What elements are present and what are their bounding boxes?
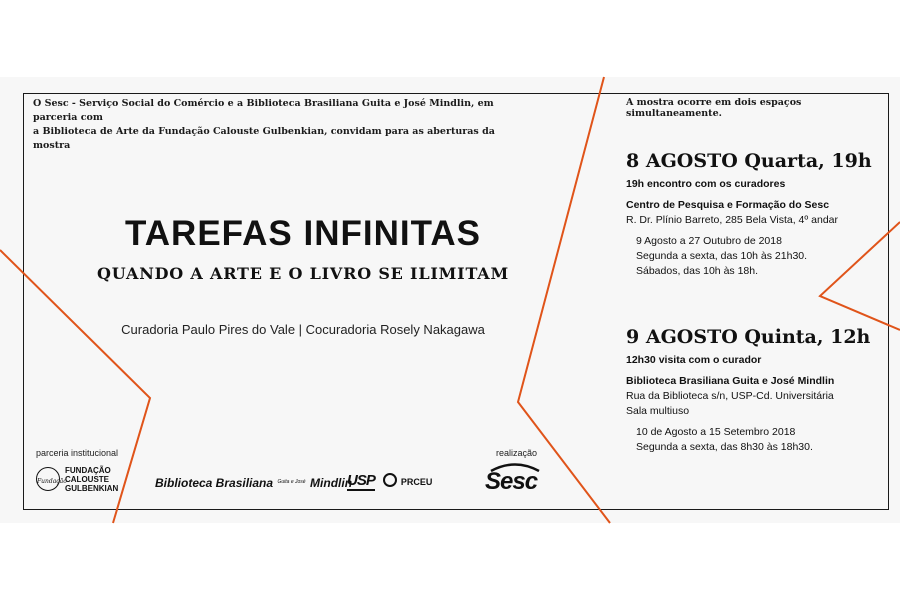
intro-line-2: a Biblioteca de Arte da Fundação Calouste Gulbenkian, convidam para as aberturas da mostra [33, 126, 495, 151]
usp-prceu-logos [347, 472, 432, 490]
event-2-date: 9 AGOSTO Quinta, 12h [626, 326, 871, 348]
event-2-period-line-2: Segunda a sexta, das 8h30 às 18h30. [636, 441, 813, 453]
prceu-logo: PRCEU [400, 477, 433, 487]
realization-label: realização [496, 448, 538, 458]
event-2-place: Biblioteca Brasiliana Guita e José Mindlin [626, 375, 835, 387]
event-1-period-line-3: Sábados, das 10h às 18h. [636, 265, 759, 277]
gulbenkian-line-2: CALOUSTE [65, 475, 109, 484]
event-1-address: R. Dr. Plínio Barreto, 285 Bela Vista, 4º andar [626, 214, 839, 226]
event-2-address-line-1: Rua da Biblioteca s/n, USP-Cd. Universitária [626, 390, 834, 402]
exhibition-title: TAREFAS INFINITAS [125, 214, 481, 253]
event-2 [626, 326, 888, 455]
intro-text [33, 97, 503, 153]
event-2-period-line-1: 10 de Agosto a 15 Setembro 2018 [636, 426, 796, 438]
partners-label: parceria institucional [36, 448, 119, 458]
gulbenkian-line-3: GULBENKIAN [65, 484, 119, 493]
brasiliana-end: Mindlin [310, 476, 353, 490]
gulbenkian-line-1: FUNDAÇÃO [65, 466, 111, 475]
event-1-period-line-2: Segunda a sexta, das 10h às 21h30. [636, 250, 808, 262]
event-1-activity: 19h encontro com os curadores [626, 178, 786, 190]
gulbenkian-seal-text: Fundação [37, 478, 67, 485]
sesc-wordmark: Sesc [485, 468, 538, 495]
sesc-logo [485, 462, 545, 498]
event-2-address-line-2: Sala multiuso [626, 405, 690, 417]
brasiliana-small: Guita e José [277, 479, 306, 485]
intro-line-1: O Sesc - Serviço Social do Comércio e a Biblioteca Brasiliana Guita e José Mindlin, em parceria com [33, 98, 494, 123]
gulbenkian-seal [36, 467, 67, 491]
prceu-circle-icon [383, 473, 397, 487]
usp-logo: USP [347, 472, 375, 489]
brasiliana-logo [155, 474, 352, 492]
brasiliana-main: Biblioteca Brasiliana [155, 476, 274, 490]
exhibition-subtitle: QUANDO A ARTE E O LIVRO SE ILIMITAM [96, 264, 510, 283]
gulbenkian-wordmark [65, 466, 118, 493]
event-1-period [636, 234, 888, 279]
event-2-period [636, 425, 888, 455]
gulbenkian-logo [36, 466, 156, 496]
event-1 [626, 150, 888, 279]
event-1-date: 8 AGOSTO Quarta, 19h [626, 150, 872, 172]
curators-line: Curadoria Paulo Pires do Vale | Cocuradoria Rosely Nakagawa [121, 322, 485, 337]
event-1-period-line-1: 9 Agosto a 27 Outubro de 2018 [636, 235, 782, 247]
event-1-place: Centro de Pesquisa e Formação do Sesc [626, 199, 830, 211]
intro-right-text: A mostra ocorre em dois espaços simultaneamente. [626, 97, 802, 119]
event-2-activity: 12h30 visita com o curador [626, 354, 762, 366]
